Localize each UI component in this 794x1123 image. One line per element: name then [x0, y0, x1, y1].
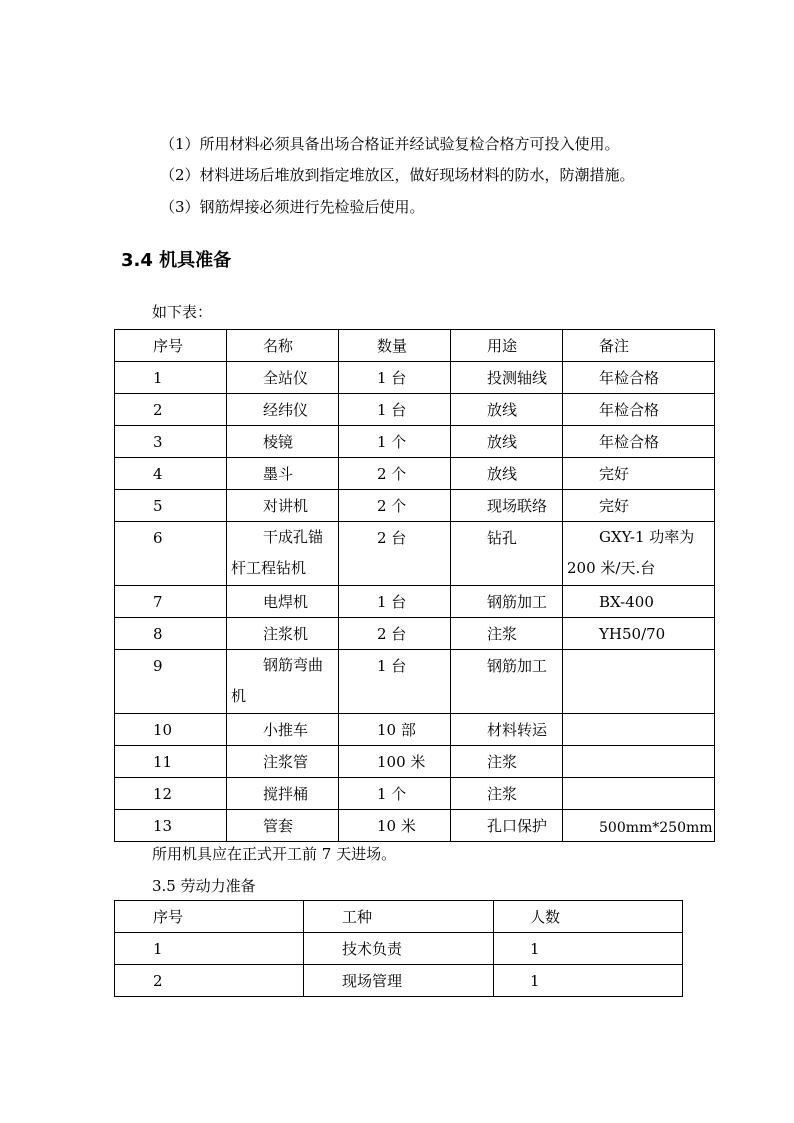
table-header-row [115, 901, 683, 933]
table-row [115, 746, 715, 778]
table-cell: YH50/70 [599, 625, 666, 643]
table-cell: 注浆 [487, 785, 518, 803]
table-intro: 如下表： [152, 303, 213, 321]
name-line-1: 干成孔锚 [263, 528, 324, 546]
paragraph-3: （3）钢筋焊接必须进行先检验后使用。 [160, 198, 425, 216]
table-cell: 7 [153, 593, 163, 611]
name-line-2: 杆工程钻机 [231, 559, 307, 577]
table-cell: 管套 [263, 817, 294, 835]
table-cell: 墨斗 [263, 465, 294, 483]
header-cell: 序号 [153, 337, 184, 355]
table-cell: 年检合格 [599, 401, 660, 419]
table-row [115, 490, 715, 522]
table-cell: 全站仪 [263, 369, 309, 387]
table-row [115, 426, 715, 458]
table-cell: 注浆 [487, 753, 518, 771]
table-cell: 4 [153, 465, 163, 483]
table-cell: 11 [153, 753, 173, 771]
table-cell: 经纬仪 [263, 401, 309, 419]
table-cell: 2 个 [377, 465, 407, 483]
table-cell: 1 个 [377, 433, 407, 451]
table-cell: 孔口保护 [487, 817, 548, 835]
equipment-table [114, 329, 715, 842]
table-cell: 1 个 [377, 785, 407, 803]
table-cell: 钻孔 [487, 529, 518, 547]
table-cell: 钢筋加工 [487, 593, 548, 611]
table-cell: 100 米 [377, 753, 426, 771]
table-cell: 放线 [487, 465, 518, 483]
table-cell: 搅拌桶 [263, 785, 309, 803]
table-cell: 放线 [487, 401, 518, 419]
table-cell: 13 [153, 817, 173, 835]
paragraph-2: （2）材料进场后堆放到指定堆放区，做好现场材料的防水，防潮措施。 [160, 166, 635, 184]
equipment-note: 所用机具应在正式开工前 7 天进场。 [152, 845, 397, 863]
table-cell: 放线 [487, 433, 518, 451]
name-line-2: 机 [231, 687, 247, 705]
table-cell: 9 [153, 657, 163, 675]
table-cell: 3 [153, 433, 163, 451]
subsection-heading: 3.5 劳动力准备 [152, 877, 256, 895]
table-cell: 年检合格 [599, 369, 660, 387]
table-cell [563, 778, 714, 784]
table-cell [563, 746, 714, 752]
table-cell: 技术负责 [342, 940, 403, 958]
table-cell: 2 个 [377, 497, 407, 515]
table-cell [563, 522, 714, 584]
table-cell: 1 [153, 940, 163, 958]
table-row [115, 362, 715, 394]
table-row [115, 933, 683, 965]
table-row [115, 618, 715, 650]
table-cell: 1 台 [377, 593, 407, 611]
table-row [115, 714, 715, 746]
table-cell: 1 [530, 940, 540, 958]
table-row [115, 586, 715, 618]
table-cell [227, 522, 338, 584]
table-cell: 2 [153, 972, 163, 990]
table-cell: 12 [153, 785, 173, 803]
table-cell: BX-400 [599, 593, 654, 611]
header-cell: 备注 [599, 337, 630, 355]
name-line-1: 钢筋弯曲 [263, 656, 324, 674]
header-cell: 名称 [263, 337, 294, 355]
header-cell: 序号 [153, 908, 184, 926]
table-cell: 1 [153, 369, 163, 387]
table-cell: 投测轴线 [487, 369, 548, 387]
table-cell: 2 台 [377, 529, 407, 547]
table-cell: 10 部 [377, 721, 416, 739]
note-line-1: GXY-1 功率为 [599, 528, 695, 546]
table-cell: 5 [153, 497, 163, 515]
table-cell: 1 台 [377, 369, 407, 387]
table-cell: 完好 [599, 497, 630, 515]
table-cell: 完好 [599, 465, 630, 483]
table-cell [563, 650, 714, 656]
table-row [115, 458, 715, 490]
table-cell: 2 台 [377, 625, 407, 643]
table-cell: 2 [153, 401, 163, 419]
table-cell: 对讲机 [263, 497, 309, 515]
table-cell: 注浆机 [263, 625, 309, 643]
table-header-row [115, 330, 715, 362]
table-cell: 10 米 [377, 817, 416, 835]
table-cell: 电焊机 [263, 593, 309, 611]
header-cell: 人数 [530, 908, 561, 926]
table-row [115, 965, 683, 997]
table-cell: 1 [530, 972, 540, 990]
table-row [115, 650, 715, 714]
table-cell: 6 [153, 529, 163, 547]
table-row [115, 778, 715, 810]
labor-table [114, 900, 683, 997]
table-cell: 小推车 [263, 721, 309, 739]
note-line-2: 200 米/天.台 [567, 559, 656, 577]
table-cell: 1 台 [377, 657, 407, 675]
table-row [115, 394, 715, 426]
table-cell: 钢筋加工 [487, 657, 548, 675]
table-cell: 注浆 [487, 625, 518, 643]
table-cell: 1 台 [377, 401, 407, 419]
table-row [115, 522, 715, 586]
table-cell [227, 650, 338, 712]
table-cell: 注浆管 [263, 753, 309, 771]
table-cell: 8 [153, 625, 163, 643]
table-cell: 现场管理 [342, 972, 403, 990]
table-cell: 现场联络 [487, 497, 548, 515]
table-cell: 500mm*250mm [599, 820, 713, 836]
table-cell: 棱镜 [263, 433, 294, 451]
table-row [115, 810, 715, 842]
section-heading: 3.4 机具准备 [121, 250, 232, 271]
table-cell: 10 [153, 721, 173, 739]
header-cell: 数量 [377, 337, 408, 355]
header-cell: 工种 [342, 908, 373, 926]
header-cell: 用途 [487, 337, 518, 355]
table-cell: 材料转运 [487, 721, 548, 739]
table-cell: 年检合格 [599, 433, 660, 451]
paragraph-1: （1）所用材料必须具备出场合格证并经试验复检合格方可投入使用。 [160, 135, 620, 153]
table-cell [563, 714, 714, 720]
